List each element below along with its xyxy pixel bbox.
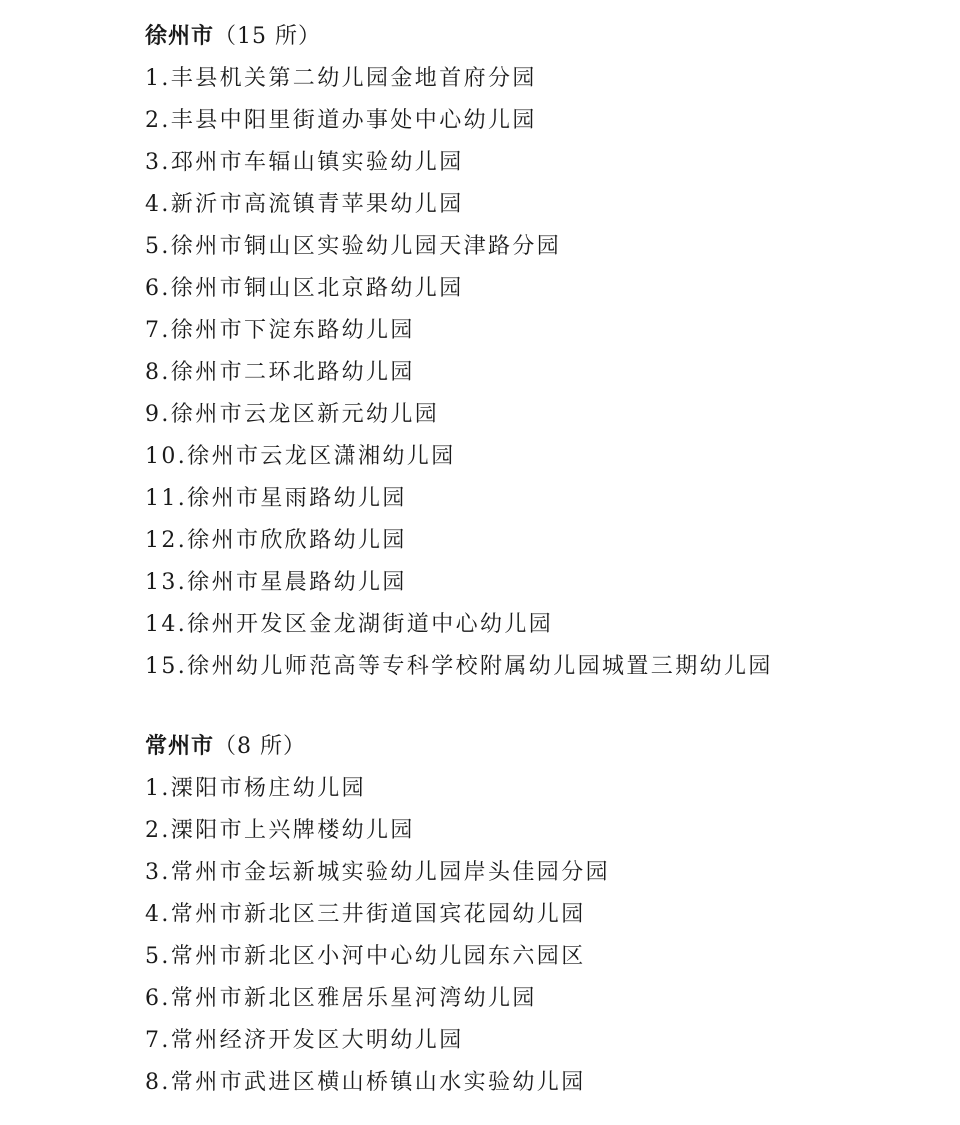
list-item: 3.邳州市车辐山镇实验幼儿园: [145, 150, 464, 175]
list-item: 7.常州经济开发区大明幼儿园: [145, 1028, 464, 1053]
list-item: 3.常州市金坛新城实验幼儿园岸头佳园分园: [145, 860, 610, 885]
school-count: （15 所）: [214, 24, 322, 49]
section-heading: [145, 726, 940, 768]
list-item: 9.徐州市云龙区新元幼儿园: [145, 402, 440, 427]
list-item: 11.徐州市星雨路幼儿园: [145, 486, 407, 511]
city-name: 徐州市: [145, 24, 215, 49]
city-name: 常州市: [145, 734, 215, 759]
list-item: 8.徐州市二环北路幼儿园: [145, 360, 415, 385]
section-xuzhou: [145, 16, 940, 688]
list-item: 2.丰县中阳里街道办事处中心幼儿园: [145, 108, 537, 133]
section-changzhou: [145, 726, 940, 1104]
list-item: 1.溧阳市杨庄幼儿园: [145, 776, 366, 801]
document-page: [145, 16, 940, 1104]
list-item: 13.徐州市星晨路幼儿园: [145, 570, 407, 595]
list-item: 8.常州市武进区横山桥镇山水实验幼儿园: [145, 1070, 586, 1095]
kindergarten-list: [145, 58, 940, 688]
list-item: 14.徐州开发区金龙湖街道中心幼儿园: [145, 612, 554, 637]
list-item: 10.徐州市云龙区潇湘幼儿园: [145, 444, 456, 469]
list-item: 12.徐州市欣欣路幼儿园: [145, 528, 407, 553]
list-item: 1.丰县机关第二幼儿园金地首府分园: [145, 66, 537, 91]
list-item: 2.溧阳市上兴牌楼幼儿园: [145, 818, 415, 843]
list-item: 6.常州市新北区雅居乐星河湾幼儿园: [145, 986, 537, 1011]
list-item: 6.徐州市铜山区北京路幼儿园: [145, 276, 464, 301]
list-item: 4.新沂市高流镇青苹果幼儿园: [145, 192, 464, 217]
list-item: 5.常州市新北区小河中心幼儿园东六园区: [145, 944, 586, 969]
kindergarten-list: [145, 768, 940, 1104]
list-item: 7.徐州市下淀东路幼儿园: [145, 318, 415, 343]
list-item: 15.徐州幼儿师范高等专科学校附属幼儿园城置三期幼儿园: [145, 654, 773, 679]
list-item: 5.徐州市铜山区实验幼儿园天津路分园: [145, 234, 562, 259]
list-item: 4.常州市新北区三井街道国宾花园幼儿园: [145, 902, 586, 927]
section-heading: [145, 16, 940, 58]
school-count: （8 所）: [214, 734, 307, 759]
